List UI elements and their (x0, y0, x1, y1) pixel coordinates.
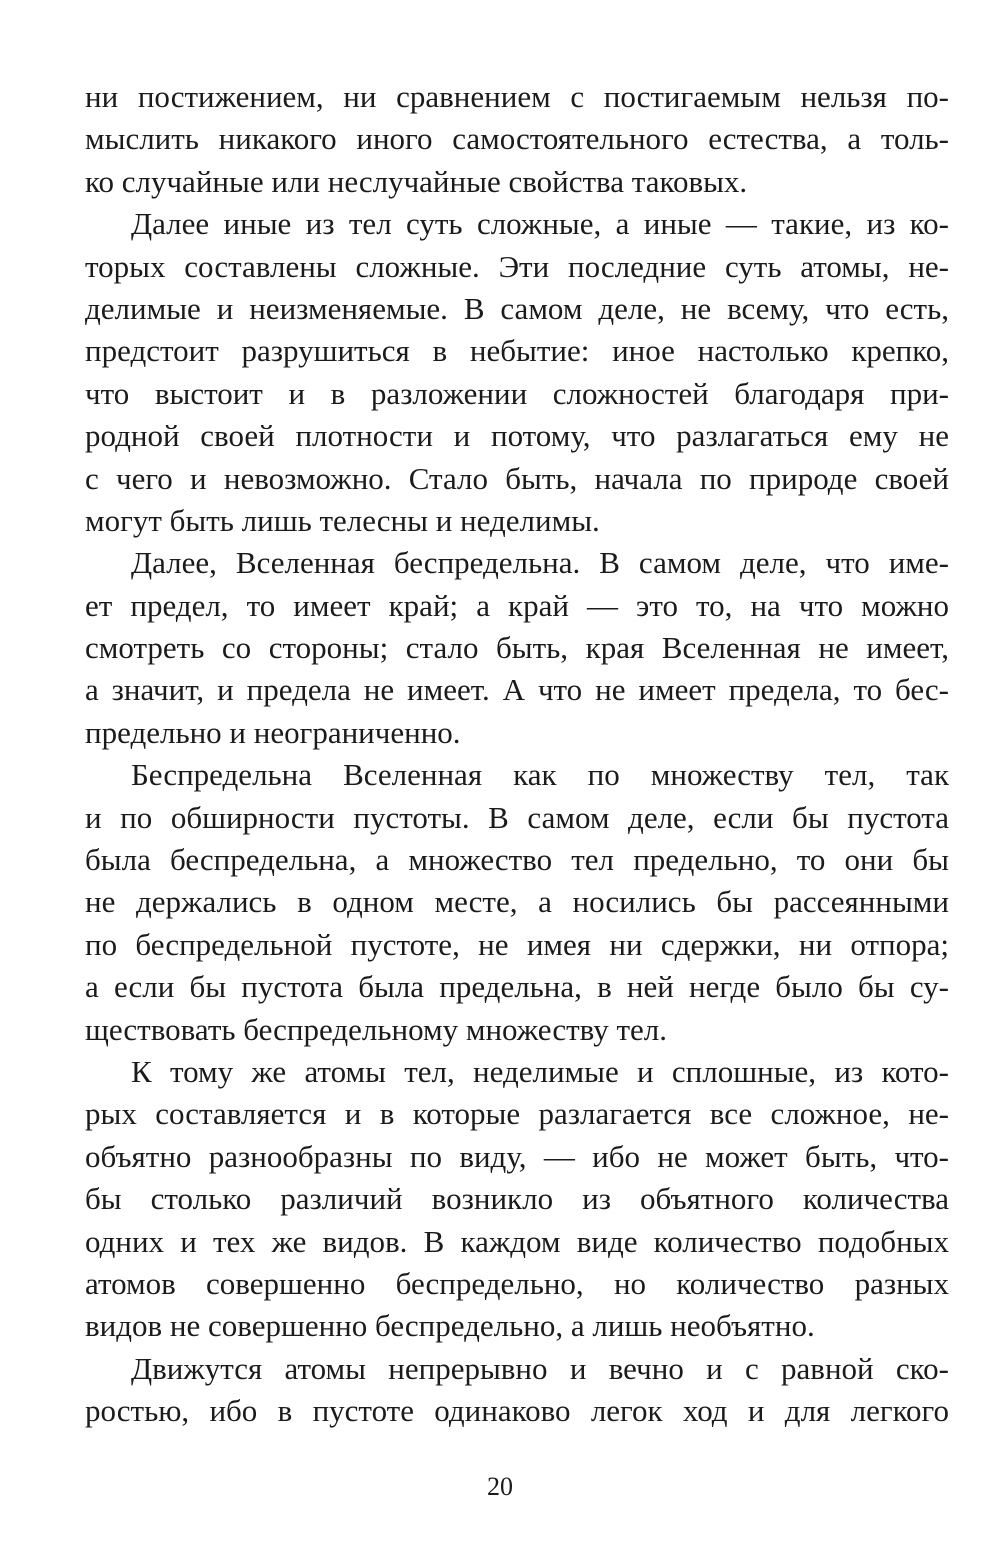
text-line: ростью, ибо в пустоте одинаково легок ход и для легкого (85, 1393, 949, 1429)
text-line: была беспредельна, а множество тел предельно, то они бы (85, 842, 949, 878)
text-line: бы столько различий возникло из объятного количества (85, 1181, 949, 1217)
text-line: объятно разнообразны по виду, — ибо не может быть, что- (85, 1138, 949, 1174)
paragraph (85, 1051, 949, 1348)
paragraph (85, 1348, 949, 1433)
text-line: предельно и неограниченно. (85, 714, 461, 750)
text-line: по беспредельной пустоте, не имея ни сдержки, ни отпора; (85, 926, 949, 962)
text-line: мыслить никакого иного самостоятельного естества, а толь- (85, 121, 949, 157)
paragraph (85, 203, 949, 542)
text-line: не держались в одном месте, а носились бы рассеянными (85, 884, 949, 920)
paragraph (85, 542, 949, 754)
text-line: Движутся атомы непрерывно и вечно и с равной ско- (131, 1350, 949, 1386)
text-line: ко случайные или неслучайные свойства таковых. (85, 163, 748, 199)
paragraph (85, 754, 949, 1051)
text-line: атомов совершенно беспредельно, но количество разных (85, 1265, 949, 1301)
page-number: 20 (487, 1472, 513, 1501)
text-line: предстоит разрушиться в небытие: иное настолько крепко, (85, 333, 949, 369)
text-line: могут быть лишь телесны и неделимы. (85, 502, 600, 538)
text-line: Далее, Вселенная беспредельна. В самом деле, что име- (131, 545, 949, 581)
text-line: а значит, и предела не имеет. А что не имеет предела, то бес- (85, 672, 949, 708)
text-line: и по обширности пустоты. В самом деле, если бы пустота (85, 799, 949, 835)
text-line: что выстоит и в разложении сложностей благодаря при- (85, 375, 949, 411)
text-line: ни постижением, ни сравнением с постигаемым нельзя по- (85, 79, 949, 114)
text-line: делимые и неизменяемые. В самом деле, не всему, что есть, (85, 290, 949, 326)
text-line: ществовать беспредельному множеству тел. (85, 1011, 667, 1047)
text-line: а если бы пустота была предельна, в ней негде было бы су- (85, 969, 949, 1005)
text-line: родной своей плотности и потому, что разлагаться ему не (85, 418, 949, 454)
text-line: видов не совершенно беспредельно, а лишь необъятно. (85, 1308, 815, 1344)
text-line: одних и тех же видов. В каждом виде количество подобных (85, 1223, 949, 1259)
text-line: ет предел, то имеет край; а край — это то, на что можно (85, 587, 949, 623)
text-line: Далее иные из тел суть сложные, а иные — такие, из ко- (131, 206, 949, 242)
text-line: К тому же атомы тел, неделимые и сплошные, из кото- (131, 1053, 949, 1089)
text-line: торых составлены сложные. Эти последние суть атомы, не- (85, 248, 949, 284)
text-line: рых составляется и в которые разлагается все сложное, не- (85, 1096, 949, 1132)
paragraph (85, 76, 949, 203)
text-line: смотреть со стороны; стало быть, края Вселенная не имеет, (85, 630, 949, 666)
body-text (85, 76, 949, 1433)
text-line: с чего и невозможно. Стало быть, начала по природе своей (85, 460, 949, 496)
text-line: Беспредельна Вселенная как по множеству тел, так (131, 757, 949, 793)
